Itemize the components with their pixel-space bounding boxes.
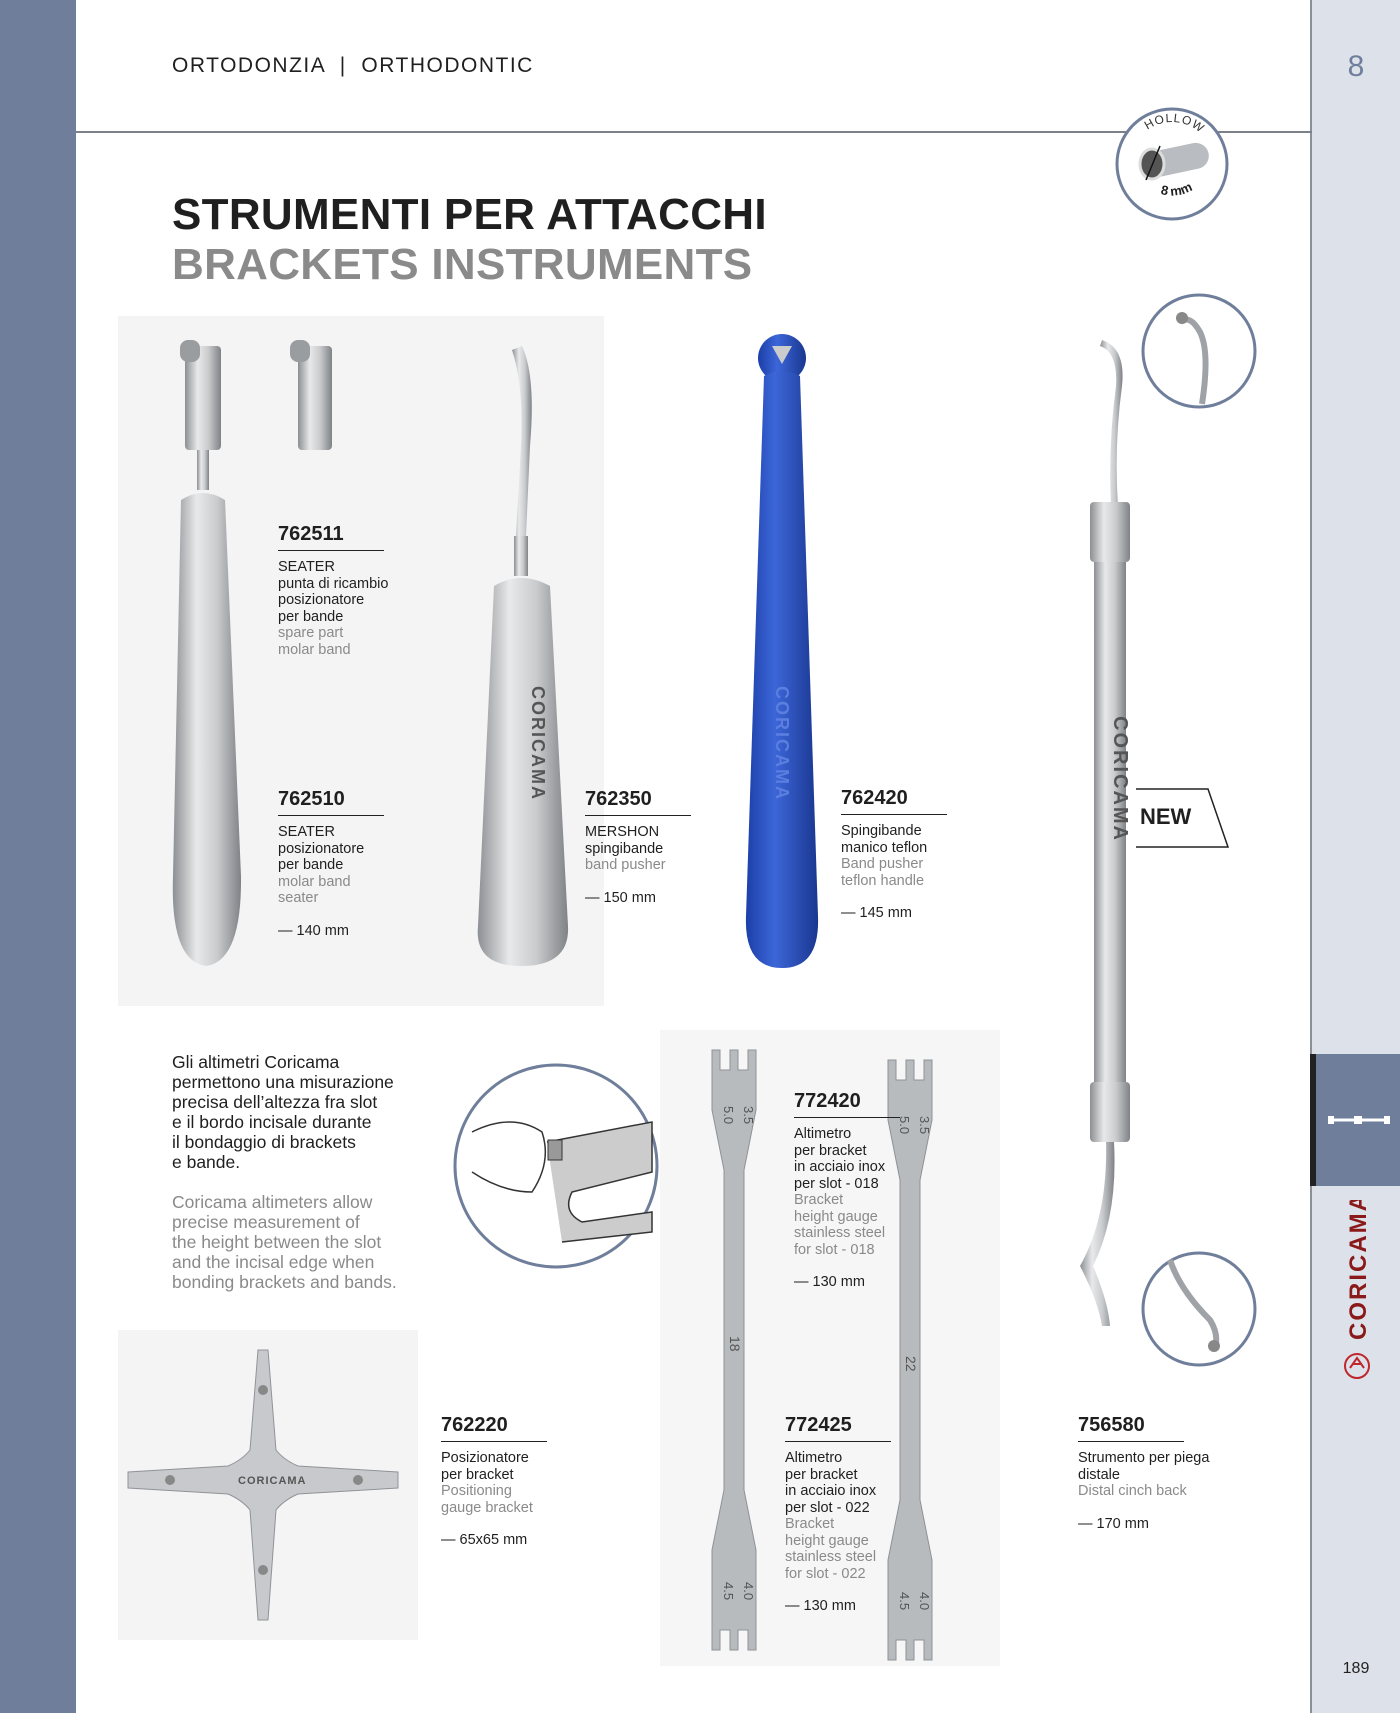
chapter-number: 8 bbox=[1347, 50, 1365, 83]
desc-en-line: stainless steel bbox=[785, 1549, 877, 1565]
svg-text:3.5: 3.5 bbox=[741, 1106, 756, 1125]
gauge-018-image bbox=[712, 1050, 756, 1650]
desc-it-line: MERSHON bbox=[585, 824, 660, 840]
altimeter-text-it: Gli altimetri Coricama bbox=[172, 1052, 340, 1072]
hollow-label: HOLLOW bbox=[1141, 110, 1208, 136]
product-size: — 65x65 mm bbox=[441, 1532, 528, 1548]
product-size: — 130 mm bbox=[785, 1598, 856, 1614]
desc-it-line: per slot - 022 bbox=[785, 1499, 870, 1516]
product-772425 bbox=[785, 1413, 891, 1615]
product-size: — 145 mm bbox=[841, 905, 912, 921]
altimeter-text-it: permettono una misurazione bbox=[172, 1072, 394, 1092]
desc-en-line: stainless steel bbox=[794, 1225, 886, 1241]
product-code: 762510 bbox=[278, 787, 384, 816]
product-code: 762350 bbox=[585, 787, 691, 816]
altimeter-text-en: and the incisal edge when bbox=[172, 1252, 375, 1272]
desc-it-line: per bande bbox=[278, 608, 344, 625]
hollow-badge bbox=[1112, 104, 1232, 224]
desc-en-line: band pusher bbox=[585, 857, 666, 873]
svg-text:3.5: 3.5 bbox=[917, 1116, 932, 1135]
desc-it-line: per bande bbox=[278, 857, 344, 873]
desc-en-line: spare part bbox=[278, 625, 344, 641]
svg-text:CORICAMA: CORICAMA bbox=[238, 1475, 307, 1487]
product-code: 772425 bbox=[785, 1413, 891, 1442]
product-code: 756580 bbox=[1078, 1413, 1184, 1442]
product-762350 bbox=[585, 787, 691, 906]
product-762511 bbox=[278, 522, 388, 658]
svg-text:5.0: 5.0 bbox=[721, 1106, 736, 1125]
page-title: STRUMENTI PER ATTACCHI bbox=[172, 190, 767, 239]
desc-en-line: seater bbox=[278, 890, 319, 906]
altimeter-text-en: precise measurement of bbox=[172, 1212, 360, 1232]
desc-en-line: Bracket bbox=[794, 1192, 844, 1208]
product-762420 bbox=[841, 786, 947, 922]
brand-name: CORICAMA bbox=[1345, 1200, 1372, 1340]
altimeter-text-it: precisa dell’altezza fra slot bbox=[172, 1092, 378, 1112]
desc-it-line: posizionatore bbox=[278, 592, 365, 608]
desc-it-line: Strumento per piega bbox=[1078, 1450, 1210, 1466]
product-762510 bbox=[278, 787, 384, 939]
zoom-circle-bottom bbox=[1140, 1250, 1258, 1368]
band-pusher-762420-image bbox=[746, 334, 818, 968]
product-size: — 140 mm bbox=[278, 922, 349, 939]
desc-en-line: Distal cinch back bbox=[1078, 1483, 1187, 1499]
desc-en-line: height gauge bbox=[794, 1208, 878, 1225]
left-color-band bbox=[0, 0, 76, 1713]
hollow-size: 8 mm bbox=[1159, 178, 1195, 199]
desc-it-line: manico teflon bbox=[841, 839, 928, 856]
desc-it-line: posizionatore bbox=[278, 840, 365, 857]
altimeter-usage-illustration bbox=[452, 1062, 660, 1270]
altimeter-text-it: e bande. bbox=[172, 1152, 241, 1172]
desc-en-line: Bracket bbox=[785, 1516, 835, 1532]
svg-text:22: 22 bbox=[903, 1356, 919, 1372]
desc-en-line: molar band bbox=[278, 641, 351, 658]
altimeter-text-en: Coricama altimeters allow bbox=[172, 1192, 373, 1212]
product-size: — 130 mm bbox=[794, 1274, 865, 1290]
svg-text:4.0: 4.0 bbox=[741, 1582, 756, 1601]
desc-it-line: per bracket bbox=[441, 1466, 514, 1483]
svg-text:4.5: 4.5 bbox=[721, 1582, 736, 1601]
desc-en-line: teflon handle bbox=[841, 872, 925, 889]
desc-it-line: SEATER bbox=[278, 824, 335, 840]
page-subtitle: BRACKETS INSTRUMENTS bbox=[172, 240, 753, 289]
altimeter-description bbox=[172, 1052, 397, 1292]
positioning-gauge-762220-image bbox=[118, 1330, 418, 1640]
seater-tip-762511-image bbox=[290, 340, 332, 450]
svg-text:4.5: 4.5 bbox=[897, 1592, 912, 1611]
desc-en-line: molar band bbox=[278, 873, 351, 890]
distal-cinch-756580-image bbox=[1080, 340, 1131, 1326]
desc-it-line: SEATER bbox=[278, 559, 335, 575]
desc-en-line: height gauge bbox=[785, 1532, 869, 1549]
product-size: — 170 mm bbox=[1078, 1515, 1149, 1532]
desc-it-line: in acciaio inox bbox=[794, 1159, 886, 1175]
product-code: 762511 bbox=[278, 522, 384, 551]
desc-it-line: distale bbox=[1078, 1466, 1120, 1483]
desc-it-line: punta di ricambio bbox=[278, 575, 389, 592]
desc-it-line: Altimetro bbox=[794, 1126, 852, 1142]
altimeter-text-en: the height between the slot bbox=[172, 1232, 382, 1252]
desc-it-line: Posizionatore bbox=[441, 1450, 529, 1466]
product-772420 bbox=[794, 1089, 900, 1291]
seater-762510-image bbox=[173, 340, 241, 966]
svg-text:18: 18 bbox=[727, 1336, 743, 1352]
product-code: 762220 bbox=[441, 1413, 547, 1442]
desc-it-line: spingibande bbox=[585, 840, 664, 857]
desc-it-line: Spingibande bbox=[841, 823, 922, 839]
desc-en-line: for slot - 018 bbox=[794, 1241, 875, 1258]
desc-it-line: per bracket bbox=[794, 1142, 867, 1159]
svg-text:CORICAMA: CORICAMA bbox=[528, 686, 548, 801]
desc-it-line: in acciaio inox bbox=[785, 1483, 877, 1499]
product-size: — 150 mm bbox=[585, 889, 656, 906]
altimeter-text-en: bonding brackets and bands. bbox=[172, 1272, 397, 1292]
section-header: ORTODONZIA | ORTHODONTIC bbox=[172, 54, 534, 77]
product-756580 bbox=[1078, 1413, 1209, 1532]
desc-en-line: gauge bracket bbox=[441, 1499, 533, 1516]
desc-en-line: Band pusher bbox=[841, 856, 924, 872]
svg-text:CORICAMA: CORICAMA bbox=[772, 686, 792, 801]
desc-it-line: per bracket bbox=[785, 1466, 858, 1483]
new-label: NEW bbox=[1140, 804, 1192, 829]
altimeter-text-it: e il bordo incisale durante bbox=[172, 1112, 372, 1132]
product-762220 bbox=[441, 1413, 547, 1549]
desc-it-line: Altimetro bbox=[785, 1450, 843, 1466]
altimeter-text-it: il bondaggio di brackets bbox=[172, 1132, 356, 1152]
svg-text:5.0: 5.0 bbox=[897, 1116, 912, 1135]
page-number: 189 bbox=[1342, 1660, 1370, 1677]
desc-en-line: for slot - 022 bbox=[785, 1565, 866, 1582]
svg-text:4.0: 4.0 bbox=[917, 1592, 932, 1611]
svg-text:CORICAMA: CORICAMA bbox=[1109, 716, 1131, 842]
product-code: 762420 bbox=[841, 786, 947, 815]
new-tag bbox=[1136, 788, 1230, 848]
zoom-circle-top bbox=[1140, 292, 1258, 410]
product-code: 772420 bbox=[794, 1089, 900, 1118]
desc-it-line: per slot - 018 bbox=[794, 1175, 879, 1192]
desc-en-line: Positioning bbox=[441, 1483, 512, 1499]
mershon-762350-image bbox=[478, 346, 568, 966]
